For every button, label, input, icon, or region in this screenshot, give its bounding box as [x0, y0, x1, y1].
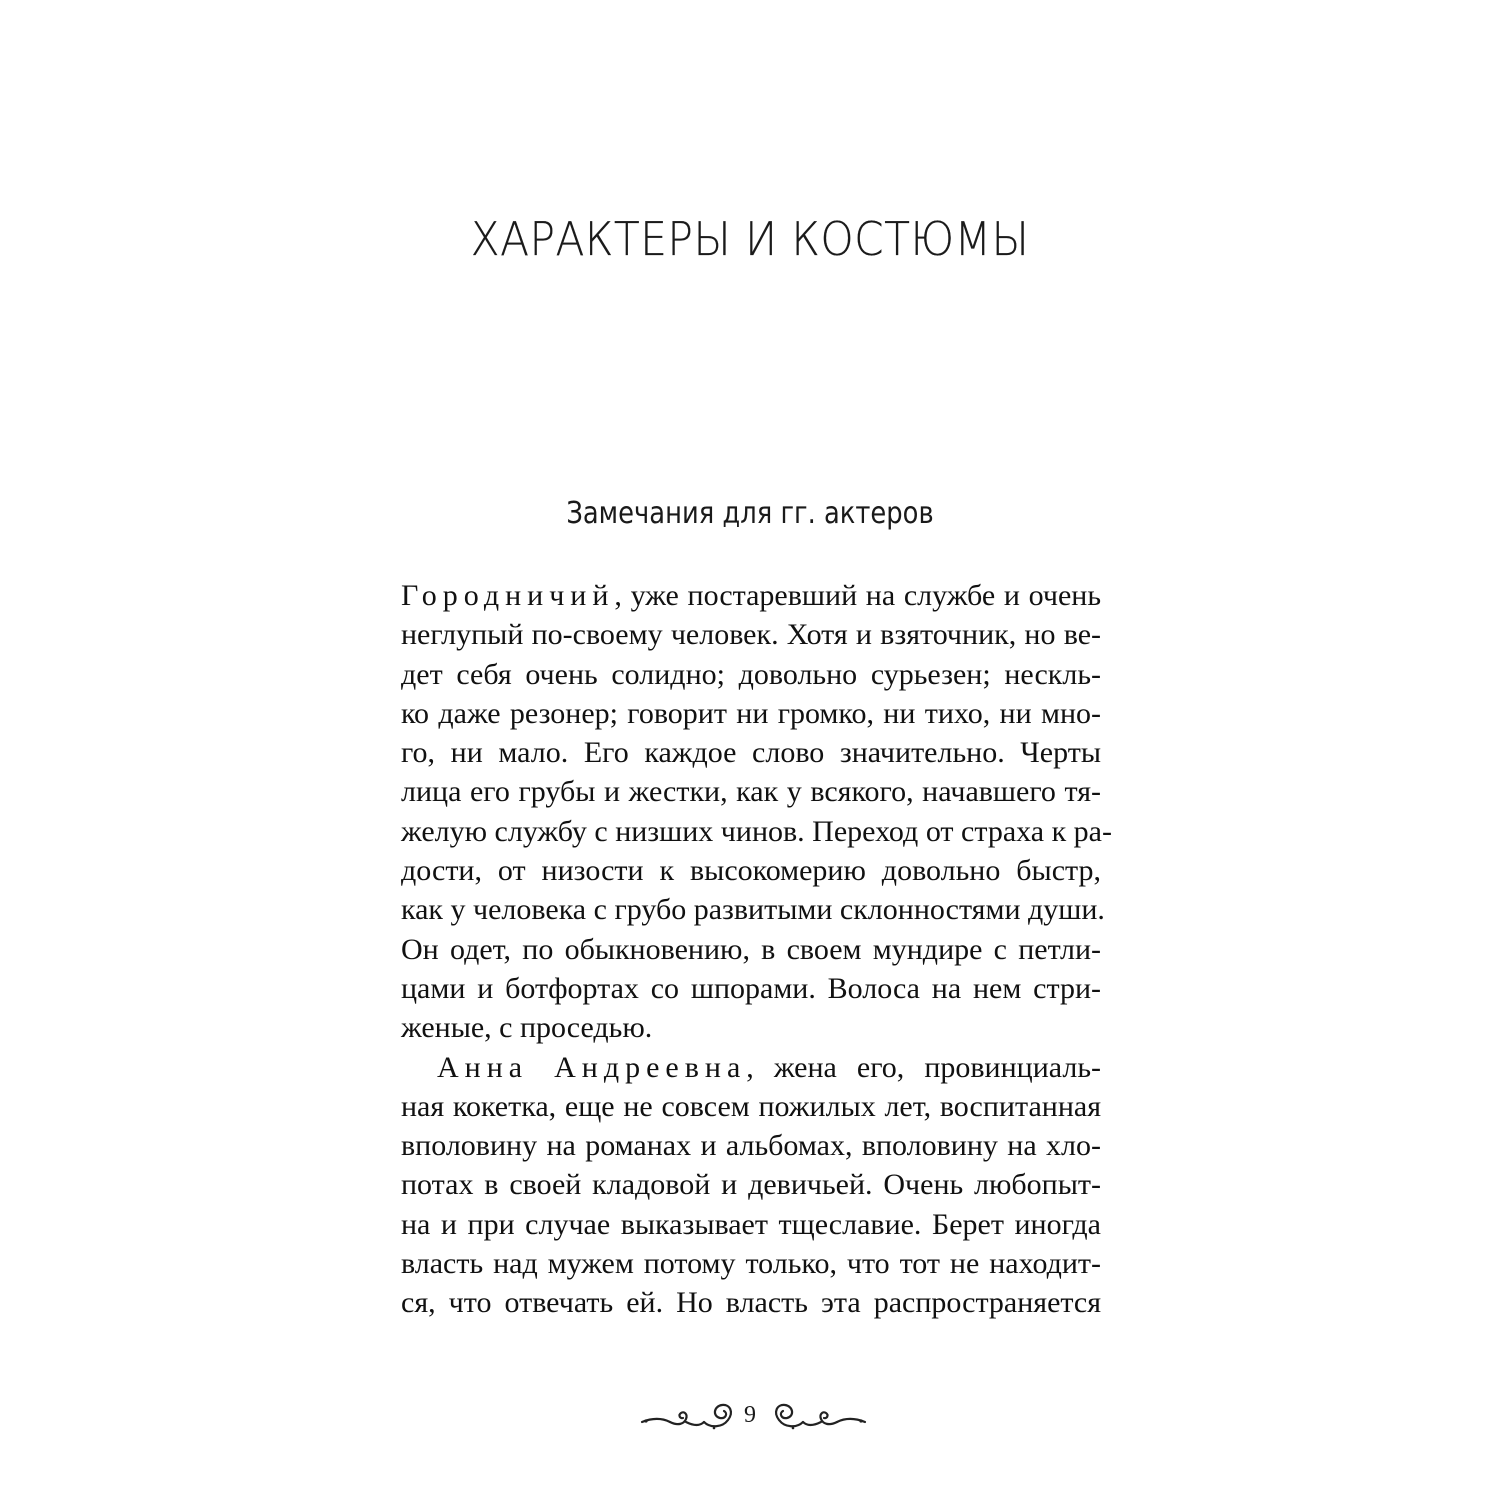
- text-line: дет себя очень солидно; довольно сурьезен; нескль-: [401, 657, 1101, 691]
- text-line: желую службу с низших чинов. Переход от страха к ра-: [401, 814, 1112, 848]
- character-name: Анна Андреевна: [437, 1050, 747, 1084]
- text-line: потах в своей кладовой и девичьей. Очень любопыт-: [401, 1168, 1101, 1202]
- text-line: го, ни мало. Его каждое слово значительно. Черты: [401, 736, 1101, 770]
- page-number: 9: [744, 1402, 756, 1428]
- body-text: [401, 576, 1112, 1323]
- text-line: женые, с проседью.: [401, 1011, 653, 1045]
- text-line: власть над мужем потому только, что тот не находит-: [401, 1247, 1101, 1281]
- text-line: лица его грубы и жестки, как у всякого, начавшего тя-: [401, 775, 1101, 809]
- section-subtitle: Замечания для гг. актеров: [566, 496, 934, 531]
- flourish-left-icon: [640, 1400, 740, 1434]
- flourish-right-icon: [767, 1400, 867, 1434]
- text-line: как у человека с грубо развитыми склонностями души.: [401, 893, 1105, 927]
- text-line: дости, от низости к высокомерию довольно быстр,: [401, 854, 1101, 888]
- text-line: неглупый по-своему человек. Хотя и взяточник, но ве-: [401, 618, 1101, 652]
- text-line: Он одет, по обыкновению, в своем мундире с петли-: [401, 932, 1101, 966]
- paragraph-gorodnichiy: [401, 576, 1112, 1048]
- text-line: ся, что отвечать ей. Но власть эта распространяется: [401, 1286, 1101, 1320]
- text-line: цами и ботфортах со шпорами. Волоса на нем стри-: [401, 971, 1101, 1005]
- page-footer: [0, 1398, 1500, 1438]
- text-line: на и при случае выказывает тщеславие. Берет иногда: [401, 1207, 1101, 1241]
- text-line: ная кокетка, еще не совсем пожилых лет, воспитанная: [401, 1089, 1101, 1123]
- chapter-title: ХАРАКТЕРЫ И КОСТЮМЫ: [470, 212, 1030, 266]
- text-line: Анна Андреевна, жена его, провинциаль-: [437, 1050, 1101, 1084]
- text-line: вполовину на романах и альбомах, вполовину на хло-: [401, 1129, 1101, 1163]
- text-line: Городничий, уже постаревший на службе и очень: [401, 579, 1101, 612]
- character-name: Городничий: [401, 579, 615, 612]
- paragraph-anna-andreevna: [401, 1048, 1101, 1323]
- text-line: ко даже резонер; говорит ни громко, ни тихо, ни мно-: [401, 696, 1101, 730]
